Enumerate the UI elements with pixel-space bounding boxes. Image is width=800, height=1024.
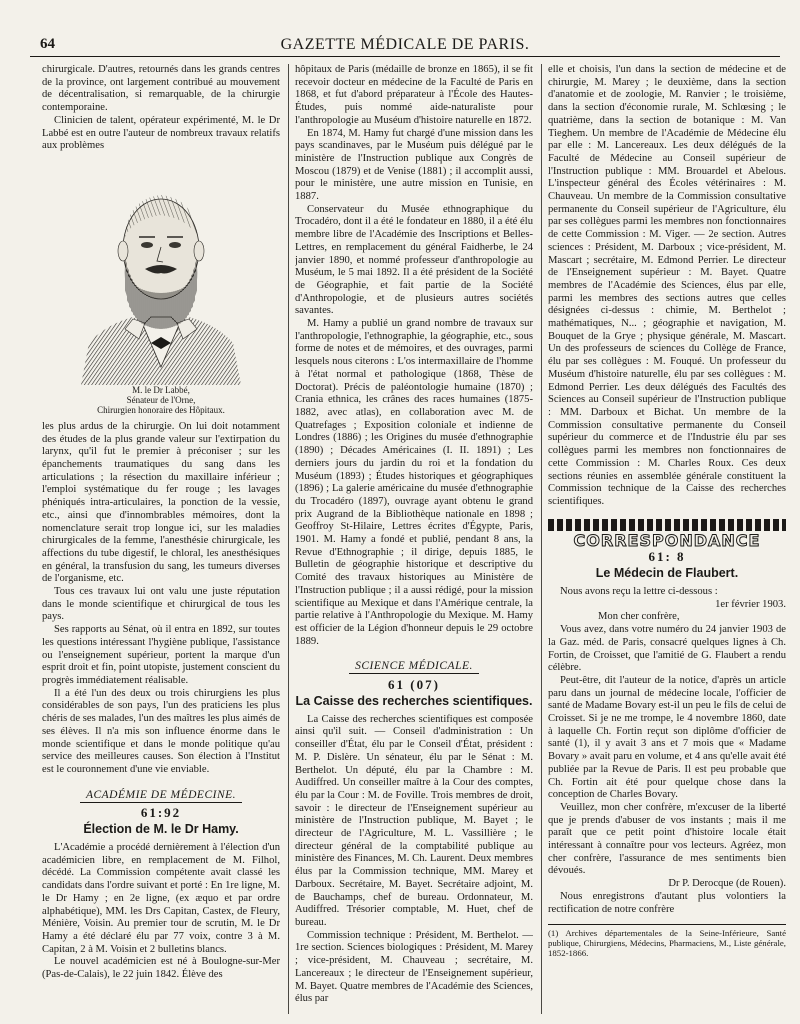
paragraph: M. Hamy a publié un grand nombre de travaux sur l'anthropologie, l'ethnographie, la géographie, etc., sous forme de notes et de mémoires, et des ouvrages, parmi lesquels nous citerons : L'os intermaxillaire de l'homme à l'état normal et pathologique (1868, Thèse de Doctorat). Précis de paléontologie humaine (1870) ; Crania ethnica, les crânes des races humaines (1875-1882, avec atlas), en collaboration avec M. de Quatrefages ; Exposition coloniale et indienne de Londres (1886) ; les Origines du musée d'ethnographie (1890) ; Décades Américaines (I. II. 1891) ; Les derniers jours du jardin du roi et la fondation du Muséum (1893) ; Études historiques et géographiques (1896) ; La galerie américaine du musée d'ethnographie du Trocadéro (1897), ouvrage ayant obtenu le grand prix Augrand de la Bibliothèque nationale en 1898 ; Geoffroy St-Hilaire, Lettres écrites d'Égypte, Paris, 1901. M. Hamy a fondé et publié, pendant 8 ans, la Revue d'Ethnographie ; il dirige, depuis 1885, le Bulletin de géographie historique et descriptive du Comité des travaux historiques au Ministère de l'Instruction publique ; il a aussi rédigé, pour la mission scientifique au Mexique et dans l'Amérique centrale, la partie relative à l'Anthropologie du Mexique. M. Hamy est officier de la Légion d'honneur depuis le 29 octobre 1889. (295, 318, 533, 647)
portrait-caption-name: M. le Dr Labbé, (132, 384, 190, 395)
correspondance-heading: CORRESPONDANCE (573, 530, 761, 550)
paragraph: Ses rapports au Sénat, où il entra en 1892, sur toutes les questions intéressant l'hygiène publique, l'assistance ou l'enseignement supérieur, portent la marque d'un esprit droit et fin, point utopiste, justement conscient du progrès immédiatement réalisable. (42, 624, 280, 686)
classification-number: 61: 8 (648, 549, 686, 565)
paragraph: Veuillez, mon cher confrère, m'excuser de la liberté que je prends d'abuser de vos instants ; mais il me paraît que ce petit point d'histoire locale était intéressant à connaître pour vos lecteurs. Agréez, mon cher confrère, l'assurance de mes sentiments bien dévoués. (548, 801, 786, 877)
paragraph: Clinicien de talent, opérateur expérimenté, M. le Dr Labbé est en outre l'auteur de nombreux travaux relatifs aux problèmes (42, 114, 280, 152)
paragraph: Tous ces travaux lui ont valu une juste réputation dans le monde scientifique et chirurgical de tous les pays. (42, 586, 280, 623)
paragraph: Peut-être, dit l'auteur de la notice, d'après un article paru dans un journal de médecine locale, l'officier de santé de Madame Bovary est-il un peu le fils de celui de Croisset. Si je ne me trompe, le 4 novembre 1860, date à laquelle Ch. Fortin reçut son diplôme d'officier de santé (1), il y avait 3 ans et 7 mois que « Madame Bovary » avait paru en volume, et 4 ans qu'elle avait été publiée par la Revue de Paris. Il est peu probable que Ch. Fortin ait été pour quelque chose dans la conception de Charles Bovary. (548, 674, 786, 801)
column-rule (288, 64, 289, 1014)
paragraph: chirurgicale. D'autres, retournés dans les grands centres de la province, ont largement contribué au mouvement de décentralisation, si remarquable, de la chirurgie contemporaine. (42, 64, 280, 114)
section-heading: ACADÉMIE DE MÉDECINE. (42, 789, 280, 802)
journal-title: GAZETTE MÉDICALE DE PARIS. (280, 36, 530, 53)
portrait-caption-role: Chirurgien honoraire des Hôpitaux. (97, 404, 225, 415)
classification-number: 61:92 (140, 805, 182, 821)
paragraph: L'Académie a procédé dernièrement à l'élection d'un académicien libre, en remplacement de M. Filhol, décédé. La Commission compétente avait classé les candidats dans l'ordre suivant et porté : En 1re ligne, M. le Dr Hamy ; en 2e ligne, (ex æquo et par ordre alphabétique), MM. les Drs Capitan, Castex, de Fleury, Ménière, Voisin. Au premier tour de scrutin, M. le Dr Hamy a été déclaré élu par 77 voix, contre 3 à M. Capitan, 2 à M. Voisin et 2 bulletins blancs. (42, 842, 280, 955)
paragraph: elle et choisis, l'un dans la section de médecine et de chirurgie, M. Marey ; le deuxième, dans la section d'anatomie et de zoologie, M. Ranvier ; le troisième, dans la section d'économie rurale, M. Schlœsing ; le quatrième, dans la section de botanique : M. Van Tieghem. Un membre de l'Académie de Médecine élu par elle : M. Lancereaux. Les deux délégués de la Faculté de Médecine au Conseil supérieur de l'Instruction publique : MM. Brouardel et Abelous. L'inspecteur général des Écoles vétérinaires : M. Chauveau. Un membre de la Commission consultative permanente du Conseil supérieur de l'Agriculture, élu par ses collègues parmi les membres non fonctionnaires de cette Commission : M. Viger. — 2e section. Autres sciences : Président, M. Darboux ; vice-président, M. Mascart ; secrétaire, M. Edmond Perrier. Le directeur de l'Enseignement supérieur : M. Bayet. Quatre membres de l'Académie des Sciences, élus par elle, parmi les membres des sections autres que celles désignées ci-dessus : chimie, M. Berthelot ; mathématiques, N... ; géographie et navigation, M. Bouquet de la Grye ; physique générale, M. Mascart. Un des professeurs de sciences du Collège de France, élu par ses collègues : M. Fouqué. Un professeur du Muséum d'histoire naturelle, élu par ses collègues : M. Edmond Perrier. Les deux délégués des Facultés des Sciences au Conseil supérieur de l'Instruction publique : MM. Darboux et Bichat. Un membre de la Commission consultative permanente du Conseil supérieur du commerce et de l'Industrie élu par ses collègues parmi les membres non fonctionnaires de cette Commission : M. Charles Roux. Ces deux sections réunies en assemblée générale constituent la Commission technique de la Caisse des recherches scientifiques. (548, 64, 786, 507)
letter-date: 1er février 1903. (715, 598, 786, 610)
paragraph: La Caisse des recherches scientifiques est composée ainsi qu'il suit. — Conseil d'administration : Un conseiller d'État, élu par le Conseil d'État, président : M. P. Dislère. Un sénateur, élu par le Sénat : M. Berthelot. Un député, élu par la Chambre : M. Audiffred. Un conseiller maître à la Cour des comptes, élu par la Cour : M. de Foville. Trois membres de droit, savoir : le directeur de l'Enseignement supérieur au ministère de l'Instruction publique, M. Bayet ; le directeur de l'Agriculture, M. L. Vassillière ; le directeur général de la comptabilité publique au ministère des Finances, M. Ch. Laurent. Deux membres élus par la Commission technique, MM. Marey et Darboux. Secrétaire, M. Bayet. Secrétaire adjoint, M. de Bauchamps, chef de bureau. Ordonnateur, M. Audiffred. Trésorier comptable, M. Huet, chef de bureau. (295, 713, 533, 928)
footnote-text: (1) Archives départementales de la Seine-Inférieure, Santé publique, Chirurgiens, Médecins, Pharmaciens, M., Liste générale, 1852-1866. (548, 928, 786, 959)
paragraph: Nous enregistrons d'autant plus volontiers la rectification de notre confrère (548, 890, 786, 915)
paragraph: Le nouvel académicien est né à Boulogne-sur-Mer (Pas-de-Calais), le 22 juin 1842. Élève des (42, 956, 280, 981)
column-2 (295, 64, 533, 1014)
paragraph: Conservateur du Musée ethnographique du Trocadéro, dont il a été le fondateur en 1880, il a été élu membre libre de l'Académie des Inscriptions et Belles-Lettres, en remplacement du général Faidherbe, le 24 janvier 1890, et nommé professeur d'anthropologie au Muséum, le 5 mai 1892. Il a été président de la Société de Géographie, et fait partie de la Société d'Anthropologie, et de plusieurs autres sociétés savantes. (295, 203, 533, 317)
paragraph: Il a été l'un des deux ou trois chirurgiens les plus considérables de son pays, l'un des praticiens les plus chéris de ses malades, l'un des maîtres les plus aimés de ses élèves. Il n'a mis son influence énorme dans le monde scientifique et dans le monde politique qu'au service des meilleures causes. Son élection à l'Institut est le couronnement d'une vie enviable. (42, 687, 280, 775)
column-1 (42, 64, 280, 1014)
paragraph: Commission technique : Président, M. Berthelot. — 1re section. Sciences biologiques : Président, M. Marey ; vice-président, M. Chauveau ; secrétaire, M. Lancereaux ; le directeur de l'Enseignement supérieur, M. Bayet. Quatre membres de l'Académie des Sciences, élus par (295, 929, 533, 1005)
paragraph: Nous avons reçu la lettre ci-dessous : (560, 586, 718, 598)
paragraph: Vous avez, dans votre numéro du 24 janvier 1903 de la Gaz. méd. de Paris, consacré quelques lignes à Ch. Fortin, de Croisset, que l'amitié de G. Flaubert a rendu célèbre. (548, 624, 786, 674)
page-header (30, 36, 780, 57)
letter-signature: Dr P. Derocque (de Rouen). (668, 878, 786, 890)
column-3 (548, 64, 786, 1014)
portrait-caption-title: Sénateur de l'Orne, (126, 394, 196, 405)
article-title: La Caisse des recherches scientifiques. (295, 693, 533, 708)
letter-salutation: Mon cher confrère, (598, 611, 680, 623)
page-number: 64 (40, 36, 55, 52)
portrait-engraving (75, 157, 247, 385)
paragraph: hôpitaux de Paris (médaille de bronze en 1865), il se fit recevoir docteur en médecine de la Faculté de Paris en 1868, et fut d'abord préparateur à l'École des Hautes-Études, puis nommé aide-naturaliste pour l'anthropologie au Muséum d'histoire naturelle en 1872. (295, 64, 533, 126)
section-heading: SCIENCE MÉDICALE. (295, 660, 533, 673)
article-title: Le Médecin de Flaubert. (595, 566, 739, 581)
portrait-figure (42, 157, 280, 415)
classification-number: 61 (07) (388, 677, 440, 693)
column-rule (541, 64, 542, 1014)
footnote (548, 924, 786, 958)
ornament-rule (548, 519, 786, 531)
article-title: Élection de M. le Dr Hamy. (83, 822, 239, 837)
paragraph: En 1874, M. Hamy fut chargé d'une mission dans les pays scandinaves, par le Muséum puis délégué par le ministère de l'Instruction publique aux Congrès de Moscou (1879) et de Venise (1881) ; il accomplit aussi, pour le ministère, une autre mission en Tunisie, en 1887. (295, 127, 533, 203)
paragraph: les plus ardus de la chirurgie. On lui doit notamment des études de la plus grande valeur sur l'extirpation du larynx, qu'il fut le premier à préconiser ; sur les épanchements traumatiques du sang dans les articulations ; la résection du maxillaire inférieur ; l'emploi systématique du fer rouge ; les lavages phéniqués intra-articulaires, la ponction de la vessie, etc., ainsi que d'innombrables mémoires, dont la nomenclature serait trop longue ici, sur les maladies chirurgicales de la femme, l'anesthésie chirurgicale, les affections du tube digestif, le chloral, les anesthésiques en général, la transfusion du sang, les tumeurs diverses de l'organisme, etc. (42, 420, 280, 585)
